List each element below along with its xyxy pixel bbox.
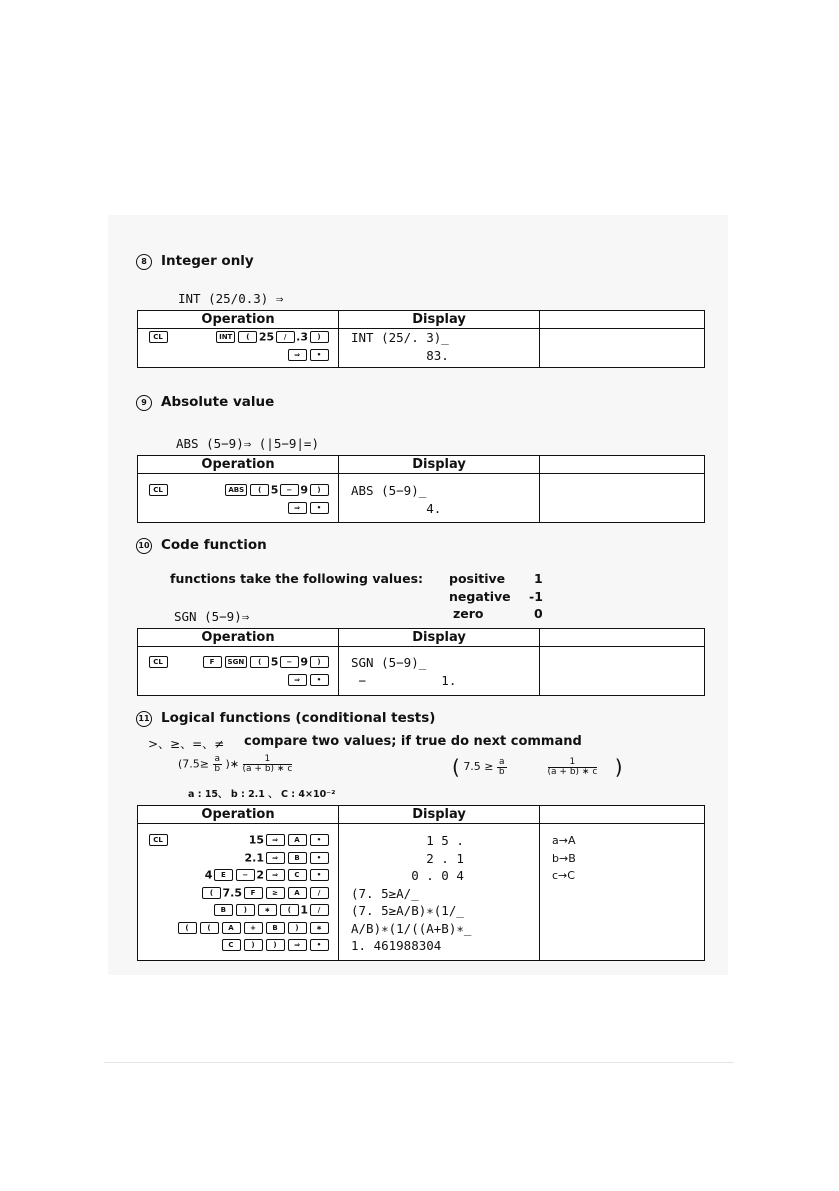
- key: −: [236, 869, 255, 881]
- key-digits: 9: [300, 483, 308, 497]
- section-number: 10: [136, 538, 152, 554]
- memo-line: [540, 647, 704, 665]
- page-rule: [104, 1062, 734, 1063]
- key-sequence: [205, 868, 330, 882]
- section-title: Logical functions (conditional tests): [161, 710, 436, 726]
- key: A: [222, 922, 241, 934]
- value-negative: -1: [529, 589, 543, 604]
- memos: [540, 647, 704, 682]
- key-sequence: [286, 501, 330, 514]
- cl-key: CL: [149, 834, 168, 846]
- key: ⇒: [266, 869, 285, 881]
- numerator-a: a: [214, 754, 221, 764]
- section-title: Absolute value: [161, 394, 275, 410]
- operation-row: [138, 500, 338, 518]
- memo-line: c→C: [552, 869, 575, 882]
- key: C: [288, 869, 307, 881]
- key: (: [250, 656, 269, 668]
- memo-line: [540, 347, 704, 365]
- memo-line: a→A: [552, 834, 576, 847]
- display-line: (7. 5≥A/_: [351, 885, 419, 901]
- memo-header: [540, 311, 705, 329]
- key: ): [236, 904, 255, 916]
- key-sequence: [286, 673, 330, 686]
- operation-row: [138, 850, 338, 868]
- display-line: (7. 5≥A/B)∗(1/_: [351, 903, 464, 918]
- section-number: 11: [136, 711, 152, 727]
- display-line: 83.: [351, 347, 449, 363]
- key: ⇒: [266, 834, 285, 846]
- key-digits: 9: [300, 655, 308, 669]
- denominator-b: b: [498, 766, 505, 777]
- key: (: [200, 922, 219, 934]
- value-zero: 0: [534, 606, 543, 621]
- key: B: [214, 904, 233, 916]
- fraction-a-b-2: [497, 758, 507, 777]
- operation-row: [138, 832, 338, 850]
- memo-line: b→B: [552, 851, 576, 865]
- key: /: [310, 904, 329, 916]
- operation-row: [138, 672, 338, 690]
- operation-row: [138, 867, 338, 885]
- key: ⇒: [288, 349, 307, 361]
- denominator-b: b: [214, 764, 221, 774]
- key: •: [310, 502, 329, 514]
- key-digits: 5: [270, 655, 279, 669]
- section-9-heading: [136, 394, 274, 411]
- table-absolute: [137, 455, 705, 523]
- value-label-zero: zero: [453, 606, 484, 621]
- key-sequence: [249, 833, 330, 847]
- key-digits: 2.1: [244, 851, 264, 864]
- key: •: [310, 834, 329, 846]
- table-integer: [137, 310, 705, 368]
- displays: [339, 474, 539, 517]
- key-digits: 7.5: [222, 886, 242, 899]
- table-code: [137, 628, 705, 696]
- key: ): [310, 331, 329, 343]
- operation-header: Operation: [138, 806, 339, 824]
- operation-row: [138, 482, 338, 500]
- key: (: [238, 331, 257, 343]
- formula-2: [452, 755, 623, 779]
- operation-row: [138, 329, 338, 347]
- display-line: 2 . 1: [351, 850, 464, 866]
- key: •: [310, 349, 329, 361]
- operation-row: [138, 654, 338, 672]
- displays: [339, 647, 539, 689]
- key: ): [244, 939, 263, 951]
- display-line: A/B)∗(1/((A+B)∗_: [351, 920, 472, 936]
- key-digits: 25: [258, 330, 275, 344]
- key-sequence: [212, 903, 330, 917]
- abs-example: ABS (5−9)⇒ (|5−9|=): [176, 436, 319, 451]
- key: (: [280, 904, 299, 916]
- section-title: Code function: [161, 537, 267, 553]
- section-10-heading: [136, 537, 267, 554]
- key-sequence: [176, 921, 330, 934]
- key-digits: 1: [300, 903, 308, 917]
- key: ≥: [266, 887, 285, 899]
- section-11-heading: [136, 710, 435, 727]
- key: A: [288, 887, 307, 899]
- key: E: [214, 869, 233, 881]
- key-sequence: [201, 886, 331, 900]
- displays: [339, 329, 539, 364]
- key: F: [203, 656, 222, 668]
- memo-line: [540, 937, 704, 955]
- key-digits: 15: [248, 833, 264, 847]
- section-number: 8: [136, 254, 152, 270]
- key: A: [288, 834, 307, 846]
- memo-line: [540, 920, 704, 938]
- display-line: 0 . 0 4: [351, 868, 464, 883]
- display-line: 1. 461988304: [351, 938, 442, 953]
- operation-row: [138, 347, 338, 365]
- key: ⇒: [288, 939, 307, 951]
- operation-row: [138, 920, 338, 938]
- operation-header: Operation: [138, 456, 339, 474]
- sgn-example: SGN (5−9)⇒: [174, 609, 250, 624]
- operation-row: [138, 937, 338, 955]
- key: ): [310, 656, 329, 668]
- display-line: INT (25/. 3)_: [351, 330, 449, 345]
- key: B: [288, 852, 307, 864]
- memo-line: [540, 329, 704, 347]
- section-8-heading: [136, 253, 254, 270]
- key: +: [244, 922, 263, 934]
- memo-line: [540, 474, 704, 492]
- ops: [138, 824, 338, 955]
- display-line: SGN (5−9)_: [351, 655, 427, 670]
- memos: [540, 329, 704, 364]
- key: ABS: [225, 484, 247, 496]
- key-sequence: [201, 655, 330, 669]
- key-sequence: [224, 483, 330, 497]
- cl-key: CL: [149, 484, 168, 496]
- comparison-description: compare two values; if true do next command: [244, 734, 582, 749]
- numerator-a: a: [499, 756, 505, 767]
- memo-line: [540, 885, 704, 903]
- key: ∗: [258, 904, 277, 916]
- key: ⇒: [288, 674, 307, 686]
- memo-header: [540, 806, 705, 824]
- display-line: 4.: [351, 500, 442, 516]
- memos: [540, 824, 704, 955]
- denominator-sum: (a + b) ∗ c: [242, 764, 293, 774]
- memo-line: [540, 492, 704, 510]
- memo-header: [540, 456, 705, 474]
- memos: [540, 474, 704, 509]
- value-label-negative: negative: [449, 589, 511, 604]
- cl-key: CL: [149, 331, 168, 343]
- key: /: [310, 887, 329, 899]
- key: •: [310, 939, 329, 951]
- key: (: [178, 922, 197, 934]
- key-sequence: [286, 348, 330, 361]
- fraction-a-b: [213, 755, 223, 774]
- cl-key: CL: [149, 656, 168, 668]
- key-digits: 4: [204, 868, 213, 882]
- key: ⇒: [266, 852, 285, 864]
- formula2-prefix: 7.5 ≥: [463, 760, 494, 773]
- key: ⇒: [288, 502, 307, 514]
- key-sequence: [245, 851, 331, 865]
- display-header: Display: [339, 456, 540, 474]
- value-label-positive: positive: [449, 571, 506, 586]
- key-digits: 2: [256, 868, 264, 882]
- display-line: ABS (5−9)_: [351, 483, 427, 498]
- display-header: Display: [339, 311, 540, 329]
- displays: [339, 824, 539, 955]
- section-number: 9: [136, 395, 152, 411]
- key: −: [280, 656, 299, 668]
- key: INT: [216, 331, 235, 343]
- close-paren: ): [614, 755, 623, 779]
- formula-mul: )∗: [225, 757, 240, 771]
- display-header: Display: [339, 629, 540, 647]
- key: SGN: [225, 656, 248, 668]
- key: ): [310, 484, 329, 496]
- denominator-sum: (a + b) ∗ c: [547, 766, 598, 777]
- table-logical: [137, 805, 705, 961]
- key: (: [202, 887, 221, 899]
- numerator-one: 1: [548, 758, 598, 768]
- operation-row: [138, 885, 338, 903]
- key: ∗: [310, 922, 329, 934]
- key: •: [310, 869, 329, 881]
- key: C: [222, 939, 241, 951]
- key: (: [250, 484, 269, 496]
- variable-values: a : 15、 b : 2.1 、 C : 4×10⁻²: [188, 789, 336, 800]
- operation-header: Operation: [138, 629, 339, 647]
- memo-line: [540, 902, 704, 920]
- fraction-one-2: [548, 758, 598, 777]
- key: −: [280, 484, 299, 496]
- formula-1: [178, 755, 292, 774]
- fraction-one: [243, 755, 293, 774]
- key: /: [276, 331, 295, 343]
- key-digits: 5: [270, 483, 279, 497]
- key: ): [288, 922, 307, 934]
- key: •: [310, 674, 329, 686]
- ops: [138, 329, 338, 364]
- key: ): [266, 939, 285, 951]
- value-positive: 1: [534, 571, 543, 586]
- ops: [138, 647, 338, 689]
- section-title: Integer only: [161, 253, 254, 269]
- formula-prefix: (7.5≥: [178, 757, 210, 771]
- numerator-one: 1: [243, 755, 293, 765]
- memo-line: [540, 665, 704, 683]
- operation-row: [138, 902, 338, 920]
- display-header: Display: [339, 806, 540, 824]
- operation-header: Operation: [138, 311, 339, 329]
- code-intro: functions take the following values:: [170, 571, 424, 586]
- key-digits: .3: [296, 330, 308, 344]
- key: F: [244, 887, 263, 899]
- key-sequence: [215, 330, 330, 344]
- int-example: INT (25/0.3) ⇒: [178, 291, 284, 306]
- display-line: − 1.: [351, 672, 457, 688]
- display-line: 1 5 .: [351, 833, 464, 848]
- key: •: [310, 852, 329, 864]
- open-paren: (: [452, 755, 460, 779]
- key: B: [266, 922, 285, 934]
- ops: [138, 474, 338, 517]
- memo-header: [540, 629, 705, 647]
- key-sequence: [220, 938, 330, 951]
- comparison-symbols: >、≥、=、≠: [148, 737, 225, 751]
